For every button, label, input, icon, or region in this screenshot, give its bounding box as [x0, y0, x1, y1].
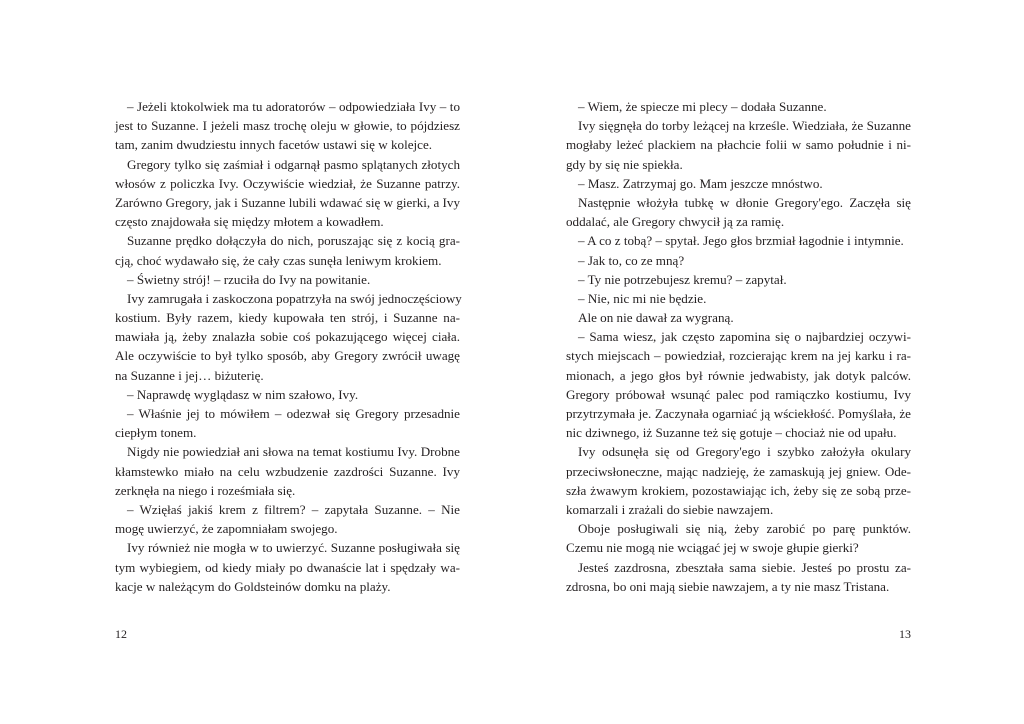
text-line: Oboje posługiwali się nią, żeby zarobić po parę punktów.: [578, 521, 911, 537]
text-line: – Wiem, że spiecze mi plecy – dodała Suzanne.: [578, 99, 827, 114]
text-line: – Jeżeli ktokolwiek ma tu adoratorów – odpowiedziała Ivy – to: [127, 99, 460, 114]
text-line: mogę uwierzyć, że zapomniałam swojego.: [115, 521, 338, 537]
text-line: – Naprawdę wyglądasz w nim szałowo, Ivy.: [127, 386, 359, 402]
text-line: Ale oczywiście to był tylko sposób, aby Gregory zwrócił uwagę: [115, 348, 460, 364]
right-page: [512, 0, 1024, 724]
text-line: – Nie, nic mi nie będzie.: [578, 290, 707, 306]
left-page-number: 12: [115, 627, 127, 641]
text-line: na Suzanne i jej… biżuterię.: [115, 367, 264, 383]
text-line: Następnie włożyła tubkę w dłonie Gregory'ego. Zaczęła się: [578, 194, 911, 210]
text-line: cją, choć wydawało się, że cały czas sunęła leniwym krokiem.: [115, 252, 442, 268]
text-line: zerknęła na niego i roześmiała się.: [115, 482, 296, 498]
text-line: oddalać, ale Gregory chwycił ją za ramię.: [566, 214, 785, 230]
text-line: tam, zanim dwudziestu innych facetów ustawi się w kolejce.: [115, 137, 433, 153]
text-line: Zarówno Gregory, jak i Suzanne lubili wdawać się w gierki, a Ivy: [115, 194, 460, 210]
text-line: ciepłym tonem.: [115, 425, 197, 441]
text-line: Ivy również nie mogła w to uwierzyć. Suzanne posługiwała się: [127, 540, 460, 556]
text-line: mionach, a jego głos był równie jedwabisty, jak dotyk palców.: [566, 367, 911, 383]
text-line: gdy by się nie spiekła.: [566, 156, 683, 172]
text-line: Ivy sięgnęła do torby leżącej na krześle. Wiedziała, że Suzanne: [578, 118, 911, 134]
text-line: kłamstewko miało na celu wzbudzenie zazdrości Suzanne. Ivy: [115, 463, 460, 479]
text-line: szła żwawym krokiem, pozostawiając ich, żeby się ze sobą prze-: [566, 482, 911, 498]
text-line: Suzanne prędko dołączyła do nich, poruszając się z kocią gra-: [127, 233, 460, 249]
text-line: stych miejscach – powiedział, rozcierając krem na jej karku i ra-: [566, 348, 911, 364]
text-line: włosów z policzka Ivy. Oczywiście wiedział, że Suzanne patrzy.: [115, 175, 460, 191]
text-line: tym wybiegiem, od kiedy miały po dwanaście lat i spędzały wa-: [115, 559, 460, 575]
text-line: – Masz. Zatrzymaj go. Mam jeszcze mnóstwo.: [578, 175, 823, 191]
text-line: – Właśnie jej to mówiłem – odezwał się Gregory przesadnie: [127, 406, 460, 421]
text-line: Gregory próbował wsunąć palec pod ramiączko kostiumu, Ivy: [566, 386, 911, 402]
text-line: Gregory tylko się zaśmiał i odgarnął pasmo splątanych złotych: [127, 156, 460, 172]
text-line: często znajdowała się między młotem a kowadłem.: [115, 214, 384, 230]
text-line: – A co z tobą? – spytał. Jego głos brzmiał łagodnie i intymnie.: [578, 233, 904, 249]
text-line: przytrzymała je. Zaczynała ogarniać ją wściekłość. Pomyślała, że: [566, 406, 911, 421]
text-line: Czemu nie mogą nie wciągać jej w swoje głupie gierki?: [566, 540, 859, 556]
text-line: mawiała ją, żeby znalazła sobie coś pokazującego więcej ciała.: [115, 329, 460, 345]
text-line: – Wzięłaś jakiś krem z filtrem? – zapytała Suzanne. – Nie: [127, 501, 460, 517]
text-line: przeciwsłoneczne, mając nadzieję, że zamaskują jej gniew. Ode-: [566, 463, 911, 479]
text-line: Ivy odsunęła się od Gregory'ego i szybko założyła okulary: [578, 444, 911, 460]
text-line: Nigdy nie powiedział ani słowa na temat kostiumu Ivy. Drobne: [127, 444, 460, 460]
text-line: komarzali i zrażali do siebie nawzajem.: [566, 501, 774, 517]
text-line: – Sama wiesz, jak często zapomina się o najbardziej oczywi-: [578, 329, 911, 345]
text-line: mogłaby leżeć plackiem na płachcie folii w samo południe i ni-: [566, 137, 911, 153]
right-page-number: 13: [899, 627, 911, 641]
text-line: kostium. Były razem, kiedy kupowała ten strój, i Suzanne na-: [115, 310, 460, 326]
text-line: Ivy zamrugała i zaskoczona popatrzyła na swój jednoczęściowy: [127, 290, 462, 306]
text-line: – Jak to, co ze mną?: [578, 252, 685, 268]
text-line: kacje w należącym do Goldsteinów domku na plaży.: [115, 578, 391, 594]
text-line: Ale on nie dawał za wygraną.: [578, 310, 734, 326]
text-line: zdrosna, bo oni mają siebie nawzajem, a ty nie masz Tristana.: [566, 578, 890, 594]
text-line: Jesteś zazdrosna, zbeształa sama siebie. Jesteś po prostu za-: [578, 559, 911, 575]
right-page-text: [566, 97, 911, 596]
text-line: jest to Suzanne. I jeżeli masz trochę oleju w głowie, to pójdziesz: [115, 118, 460, 134]
text-line: – Świetny strój! – rzuciła do Ivy na powitanie.: [127, 271, 371, 287]
text-line: nic dziwnego, iż Suzanne też się gotuje – chociaż nie od upału.: [566, 425, 897, 441]
text-line: – Ty nie potrzebujesz kremu? – zapytał.: [578, 271, 787, 287]
left-page-text: [115, 97, 460, 596]
